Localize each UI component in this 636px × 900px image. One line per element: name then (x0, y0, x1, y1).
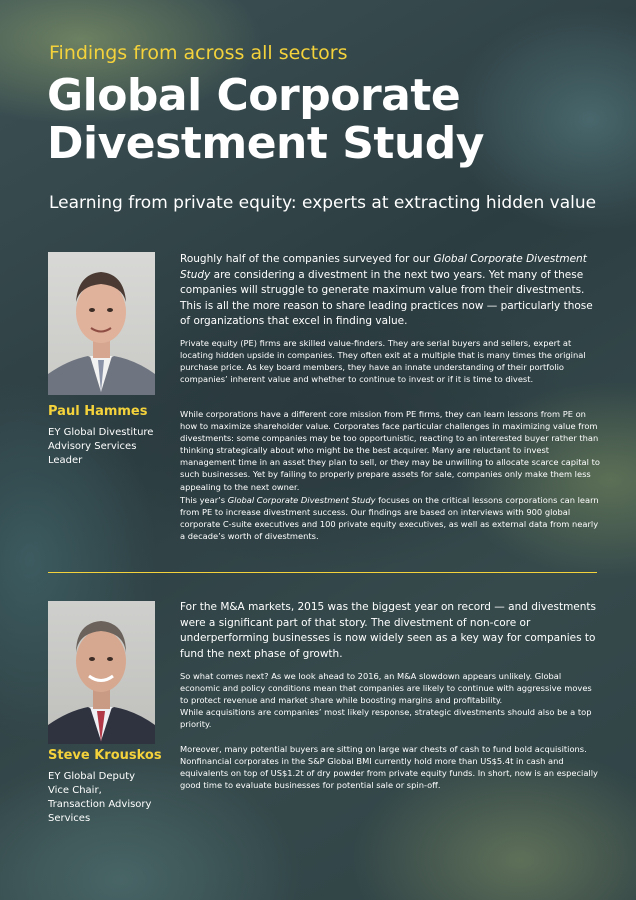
lead-text: are considering a divestment in the next two years. Yet many of these companies will struggle to generate maximum value from their divestments. This is all the more reason to share leading practices now — particularly those of organizations that excel in finding value. (180, 268, 593, 327)
body-paragraph: While corporations have a different core mission from PE firms, they can learn lessons from PE on how to maximize shareholder value. Corporates face particular challenges in maximizing value from divestments: some companies may be too opportunistic, reacting to an interested buyer rather than thinking strategically about who might be the best acquirer. Many are reluctant to invest management time in an asset they plan to sell, or they may be unwilling to allocate scarce capital to such businesses. Yet by failing to properly prepare assets for sale, companies only make them less appealing to the next owner. (180, 409, 600, 492)
lead-paragraph-1 (180, 252, 600, 330)
study-title-ref: Global Corporate Divestment Study (227, 495, 376, 505)
body-paragraph (180, 494, 600, 542)
body-text: So what comes next? As we look ahead to 2016, an M&A slowdown appears unlikely. Global economic and policy conditions mean that companies are likely to continue with aggressive moves to protect revenue and market share while boosting margins and profitability. (180, 671, 592, 706)
person-role-1 (48, 426, 168, 468)
paul-hammes-photo (48, 252, 155, 395)
role-line: Transaction Advisory (48, 799, 152, 810)
title-line-1: Global Corporate (47, 70, 461, 121)
kicker: Findings from across all sectors (49, 42, 348, 64)
role-line: Vice Chair, (48, 785, 102, 796)
person-role-2 (48, 770, 168, 826)
role-line: Advisory Services (48, 441, 137, 452)
portrait-illustration (48, 252, 155, 395)
lead-text: Roughly half of the companies surveyed for our (180, 253, 434, 265)
section-divider (48, 572, 597, 573)
title-line-2: Divestment Study (47, 118, 484, 169)
body-paragraph: Private equity (PE) firms are skilled value-finders. They are serial buyers and sellers, expert at locating hidden upside in companies. They often exit at a multiple that is many times the original purchase price. As key board members, they have an innate understanding of their portfolio companies’ inherent value and whether to continue to invest or if it is time to divest. (180, 338, 586, 385)
body-paragraph: Moreover, many potential buyers are sitting on large war chests of cash to fund bold acquisitions. Nonfinancial corporates in the S&P Global BMI currently hold more than US$5.4t in cash and equivalents on top of US$1.2t of dry powder from private equity funds. In short, now is an especially good time to evaluate businesses for potential sale or spin-off. (180, 744, 598, 791)
steve-krouskos-photo (48, 601, 155, 744)
portrait-illustration (48, 601, 155, 744)
person-name-1: Paul Hammes (48, 404, 148, 419)
lead-paragraph-2: For the M&A markets, 2015 was the biggest year on record — and divestments were a significant part of that story. The divestment of non-core or underperforming businesses is now widely seen as a key way for companies to fund the next phase of growth. (180, 601, 597, 660)
page-title (47, 72, 607, 168)
role-line: EY Global Divestiture (48, 427, 154, 438)
body-paragraph (180, 670, 600, 730)
role-line: Services (48, 813, 91, 824)
study-title-ref: Global Corporate Divestment Study (180, 253, 587, 281)
role-line: Leader (48, 455, 83, 466)
person-name-2: Steve Krouskos (48, 748, 162, 763)
body-text: While acquisitions are companies’ most likely response, strategic divestments should also be a top priority. (180, 707, 592, 730)
role-line: EY Global Deputy (48, 771, 136, 782)
body-text: This year’s (180, 495, 228, 505)
subtitle: Learning from private equity: experts at extracting hidden value (49, 193, 597, 213)
body-text: focuses on the critical lessons corporations can learn from PE to increase divestment success. Our findings are based on interviews with 900 global corporate C-suite executives and 100 private equity executives, as well as external data from nearly a decade’s worth of divestments. (180, 495, 599, 542)
